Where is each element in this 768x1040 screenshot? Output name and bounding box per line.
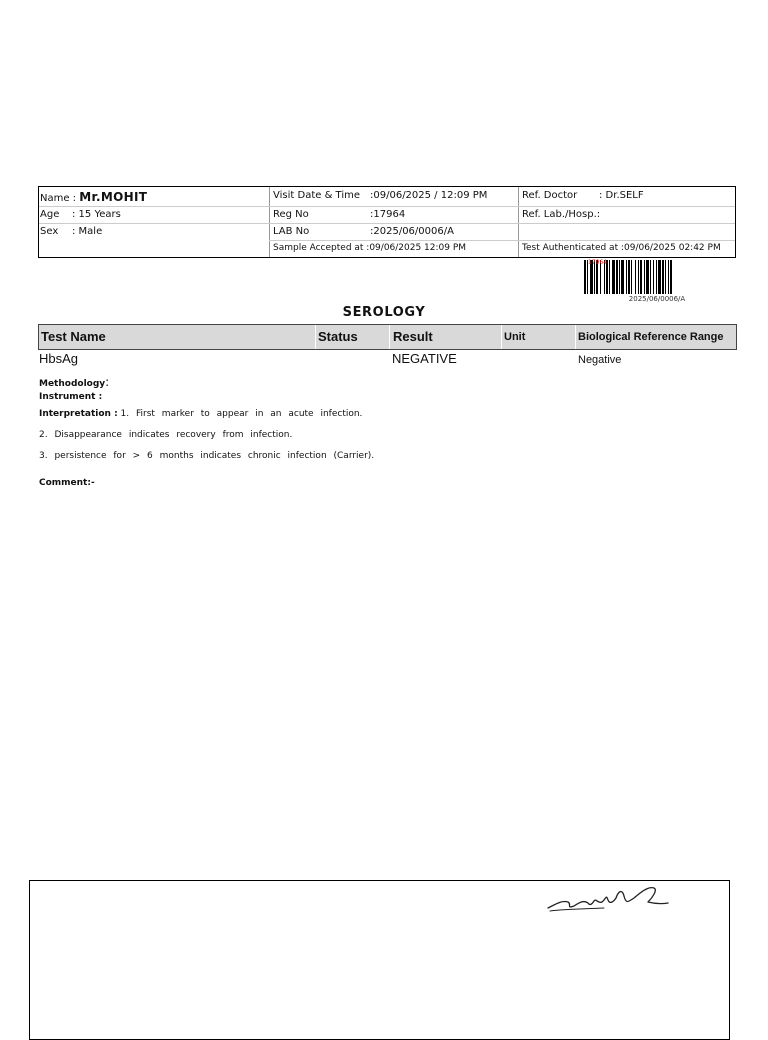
sex-value: : Male (72, 226, 103, 237)
reg-value: :17964 (370, 209, 406, 220)
header-status: Status (318, 329, 358, 344)
results-table-header (38, 324, 737, 350)
row-divider (39, 206, 735, 207)
methodology-label: Methodology (39, 379, 106, 389)
header-reference-range: Biological Reference Range (578, 331, 724, 343)
section-title: SEROLOGY (342, 305, 426, 320)
test-authenticated: Test Authenticated at :09/06/2025 02:42 PM (522, 243, 721, 253)
lab-value: :2025/06/0006/A (370, 226, 454, 237)
patient-info-box (38, 186, 736, 258)
visit-label: Visit Date & Time (273, 190, 361, 201)
sex-label: Sex (40, 226, 59, 237)
header-test-name: Test Name (41, 329, 106, 344)
lab-row (273, 226, 454, 237)
row-divider (269, 240, 735, 241)
row-test-name: HbsAg (39, 351, 79, 366)
interpretation-item-2: 2. Disappearance indicates recovery from infection. (39, 430, 293, 440)
visit-value: :09/06/2025 / 12:09 PM (370, 190, 488, 201)
column-divider (269, 187, 270, 257)
lab-label: LAB No (273, 226, 310, 237)
ref-doctor-value: : Dr.SELF (599, 190, 644, 201)
reg-label: Reg No (273, 209, 309, 220)
methodology-colon: : (105, 375, 110, 389)
interpretation-item-3: 3. persistence for > 6 months indicates chronic infection (Carrier). (39, 451, 375, 461)
name-label: Name : (40, 193, 77, 204)
barcode-caption: 2025/06/0006/A (628, 295, 686, 303)
interpretation-item-1: 1. First marker to appear in an acute infection. (120, 409, 363, 419)
interpretation-label: Interpretation : (39, 409, 118, 419)
name-row (40, 190, 147, 204)
header-unit: Unit (504, 331, 526, 343)
ref-lab-label: Ref. Lab./Hosp.: (522, 209, 601, 220)
signature-image (544, 878, 672, 918)
sample-accepted: Sample Accepted at :09/06/2025 12:09 PM (273, 243, 467, 253)
age-value: : 15 Years (72, 209, 121, 220)
instrument-line (39, 392, 102, 402)
ref-doctor-label: Ref. Doctor (522, 190, 578, 201)
header-result: Result (393, 329, 433, 344)
row-divider (39, 223, 735, 224)
barcode-tag: 17964 (588, 259, 608, 266)
column-divider (518, 187, 519, 257)
interpretation-line (39, 409, 362, 419)
visit-row (273, 190, 487, 201)
comment-label: Comment:- (39, 478, 95, 488)
age-row (40, 209, 121, 220)
sex-row (40, 226, 102, 237)
row-result: NEGATIVE (392, 351, 457, 366)
reg-row (273, 209, 405, 220)
methodology-line (39, 375, 109, 389)
instrument-label: Instrument : (39, 392, 103, 402)
row-reference-range: Negative (578, 354, 622, 366)
comment-line (39, 478, 95, 488)
patient-name: Mr.MOHIT (79, 190, 148, 204)
ref-doctor-row (522, 190, 644, 201)
age-label: Age (40, 209, 60, 220)
header-divider (389, 325, 390, 349)
